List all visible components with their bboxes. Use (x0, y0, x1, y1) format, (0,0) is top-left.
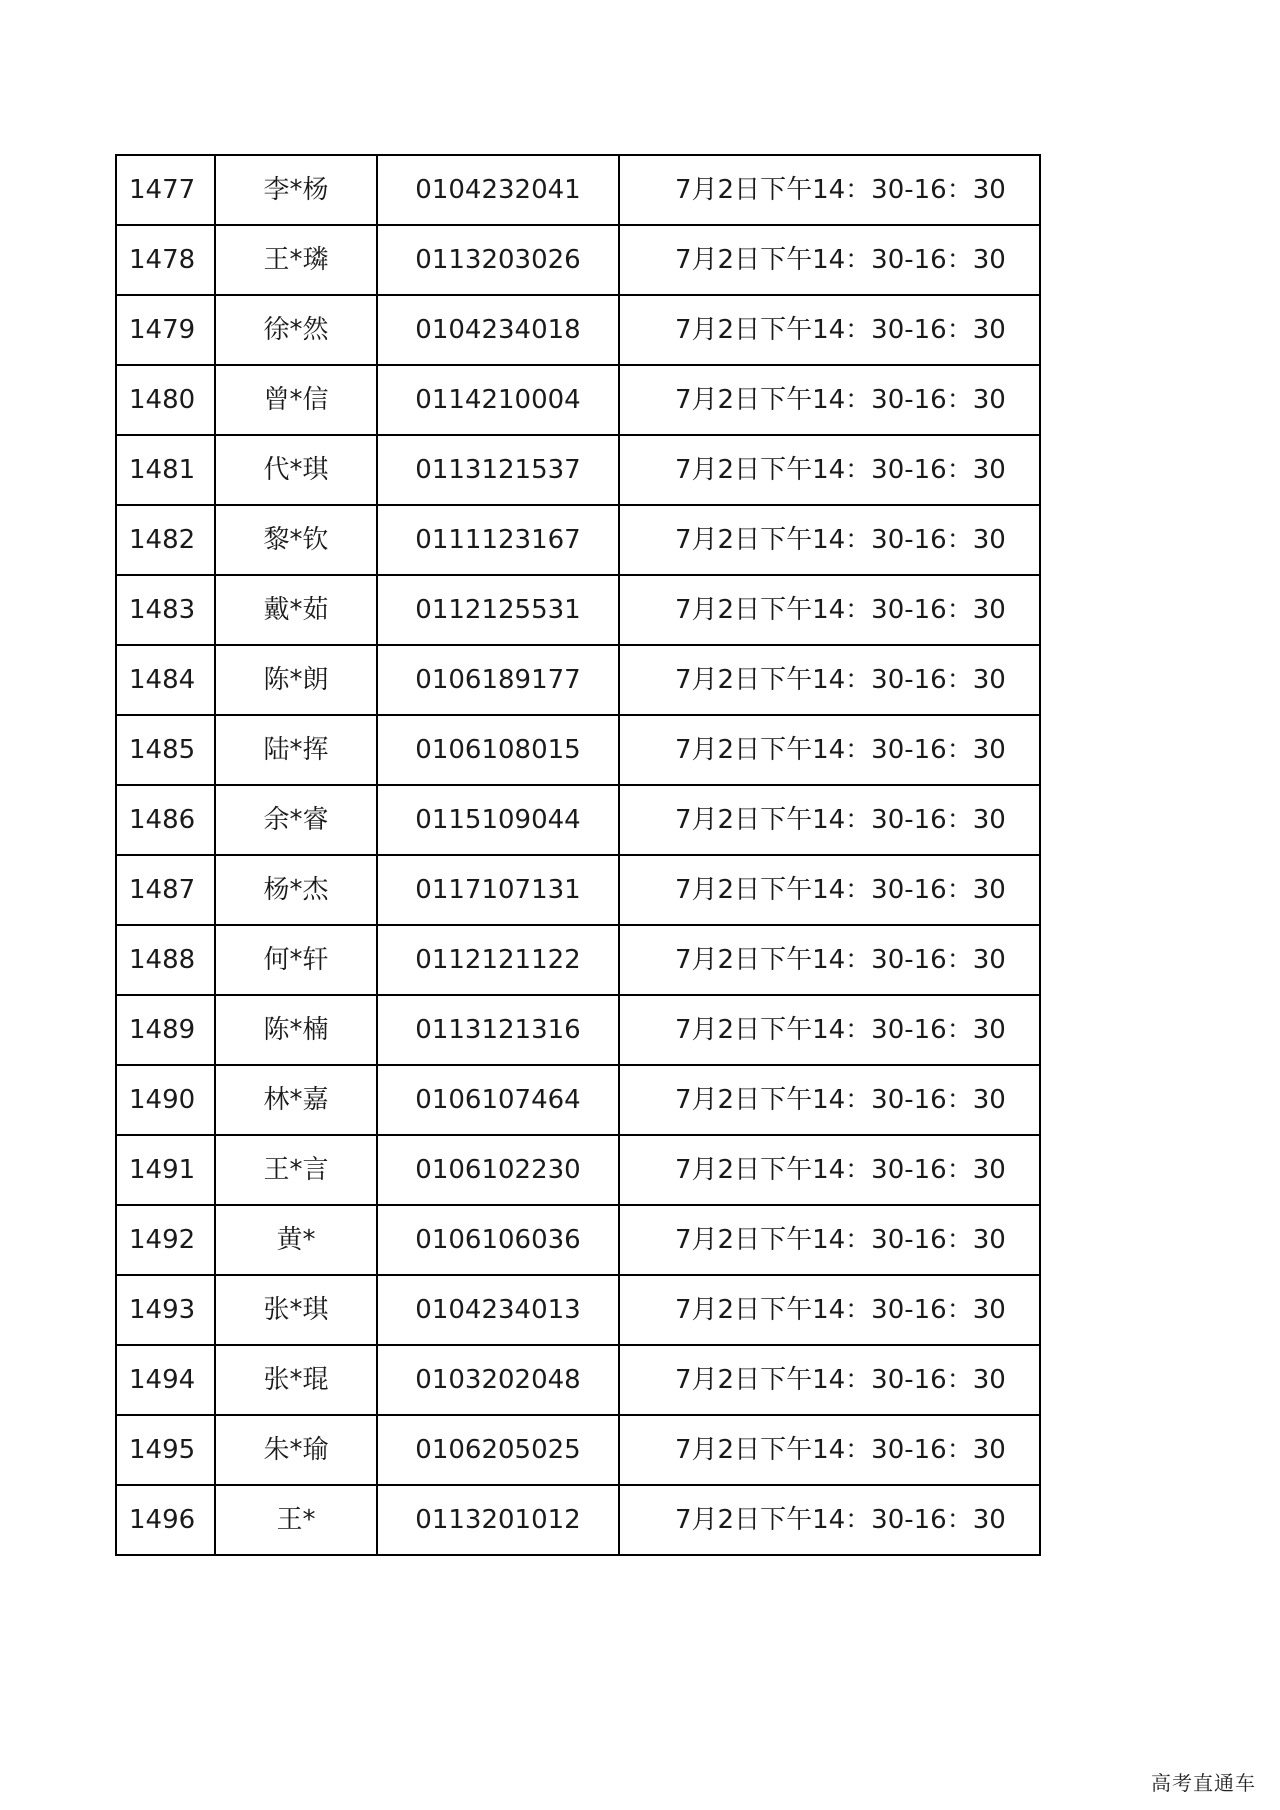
id-number-cell: 0104234018 (377, 295, 619, 365)
id-number-cell: 0104234013 (377, 1275, 619, 1345)
row-number-cell: 1484 (116, 645, 215, 715)
name-cell: 余*睿 (215, 785, 377, 855)
time-slot-cell: 7月2日下午14：30-16：30 (619, 295, 1040, 365)
id-number-cell: 0106107464 (377, 1065, 619, 1135)
time-slot-cell: 7月2日下午14：30-16：30 (619, 1345, 1040, 1415)
name-cell: 王* (215, 1485, 377, 1555)
row-number-cell: 1495 (116, 1415, 215, 1485)
id-number-cell: 0111123167 (377, 505, 619, 575)
row-number-cell: 1486 (116, 785, 215, 855)
table-row (116, 365, 1040, 435)
name-cell: 张*琪 (215, 1275, 377, 1345)
row-number-cell: 1482 (116, 505, 215, 575)
row-number-cell: 1494 (116, 1345, 215, 1415)
name-cell: 朱*瑜 (215, 1415, 377, 1485)
name-cell: 李*杨 (215, 155, 377, 225)
time-slot-cell: 7月2日下午14：30-16：30 (619, 505, 1040, 575)
row-number-cell: 1478 (116, 225, 215, 295)
name-cell: 杨*杰 (215, 855, 377, 925)
table-row (116, 1415, 1040, 1485)
id-number-cell: 0106189177 (377, 645, 619, 715)
table-row (116, 645, 1040, 715)
time-slot-cell: 7月2日下午14：30-16：30 (619, 435, 1040, 505)
row-number-cell: 1481 (116, 435, 215, 505)
row-number-cell: 1492 (116, 1205, 215, 1275)
table-row (116, 155, 1040, 225)
name-cell: 曾*信 (215, 365, 377, 435)
name-cell: 林*嘉 (215, 1065, 377, 1135)
table-row (116, 575, 1040, 645)
table-row (116, 855, 1040, 925)
time-slot-cell: 7月2日下午14：30-16：30 (619, 1415, 1040, 1485)
row-number-cell: 1491 (116, 1135, 215, 1205)
table-row (116, 1275, 1040, 1345)
time-slot-cell: 7月2日下午14：30-16：30 (619, 855, 1040, 925)
id-number-cell: 0106106036 (377, 1205, 619, 1275)
row-number-cell: 1488 (116, 925, 215, 995)
time-slot-cell: 7月2日下午14：30-16：30 (619, 225, 1040, 295)
row-number-cell: 1493 (116, 1275, 215, 1345)
table-row (116, 1485, 1040, 1555)
table-row (116, 995, 1040, 1065)
time-slot-cell: 7月2日下午14：30-16：30 (619, 645, 1040, 715)
id-number-cell: 0113121316 (377, 995, 619, 1065)
time-slot-cell: 7月2日下午14：30-16：30 (619, 1275, 1040, 1345)
name-cell: 徐*然 (215, 295, 377, 365)
name-cell: 张*琨 (215, 1345, 377, 1415)
name-cell: 黎*钦 (215, 505, 377, 575)
time-slot-cell: 7月2日下午14：30-16：30 (619, 715, 1040, 785)
row-number-cell: 1489 (116, 995, 215, 1065)
id-number-cell: 0106205025 (377, 1415, 619, 1485)
id-number-cell: 0114210004 (377, 365, 619, 435)
row-number-cell: 1490 (116, 1065, 215, 1135)
row-number-cell: 1483 (116, 575, 215, 645)
time-slot-cell: 7月2日下午14：30-16：30 (619, 925, 1040, 995)
watermark-text: 高考直通车 (1151, 1771, 1256, 1795)
time-slot-cell: 7月2日下午14：30-16：30 (619, 1485, 1040, 1555)
table-row (116, 225, 1040, 295)
table-row (116, 785, 1040, 855)
table-row (116, 435, 1040, 505)
id-number-cell: 0117107131 (377, 855, 619, 925)
table-row (116, 925, 1040, 995)
name-cell: 王*言 (215, 1135, 377, 1205)
schedule-table (115, 154, 1041, 1556)
name-cell: 黄* (215, 1205, 377, 1275)
table-row (116, 715, 1040, 785)
row-number-cell: 1480 (116, 365, 215, 435)
id-number-cell: 0106108015 (377, 715, 619, 785)
row-number-cell: 1485 (116, 715, 215, 785)
time-slot-cell: 7月2日下午14：30-16：30 (619, 1065, 1040, 1135)
name-cell: 陈*楠 (215, 995, 377, 1065)
id-number-cell: 0113201012 (377, 1485, 619, 1555)
table-row (116, 505, 1040, 575)
name-cell: 何*轩 (215, 925, 377, 995)
id-number-cell: 0115109044 (377, 785, 619, 855)
name-cell: 陆*挥 (215, 715, 377, 785)
id-number-cell: 0103202048 (377, 1345, 619, 1415)
schedule-table-body (116, 155, 1040, 1555)
table-row (116, 1345, 1040, 1415)
time-slot-cell: 7月2日下午14：30-16：30 (619, 365, 1040, 435)
row-number-cell: 1479 (116, 295, 215, 365)
time-slot-cell: 7月2日下午14：30-16：30 (619, 575, 1040, 645)
time-slot-cell: 7月2日下午14：30-16：30 (619, 785, 1040, 855)
name-cell: 陈*朗 (215, 645, 377, 715)
table-row (116, 1135, 1040, 1205)
time-slot-cell: 7月2日下午14：30-16：30 (619, 1135, 1040, 1205)
time-slot-cell: 7月2日下午14：30-16：30 (619, 1205, 1040, 1275)
table-row (116, 295, 1040, 365)
id-number-cell: 0112125531 (377, 575, 619, 645)
row-number-cell: 1496 (116, 1485, 215, 1555)
table-row (116, 1065, 1040, 1135)
name-cell: 戴*茹 (215, 575, 377, 645)
id-number-cell: 0113121537 (377, 435, 619, 505)
name-cell: 代*琪 (215, 435, 377, 505)
time-slot-cell: 7月2日下午14：30-16：30 (619, 155, 1040, 225)
time-slot-cell: 7月2日下午14：30-16：30 (619, 995, 1040, 1065)
id-number-cell: 0104232041 (377, 155, 619, 225)
id-number-cell: 0113203026 (377, 225, 619, 295)
id-number-cell: 0112121122 (377, 925, 619, 995)
row-number-cell: 1487 (116, 855, 215, 925)
id-number-cell: 0106102230 (377, 1135, 619, 1205)
table-row (116, 1205, 1040, 1275)
name-cell: 王*璘 (215, 225, 377, 295)
row-number-cell: 1477 (116, 155, 215, 225)
